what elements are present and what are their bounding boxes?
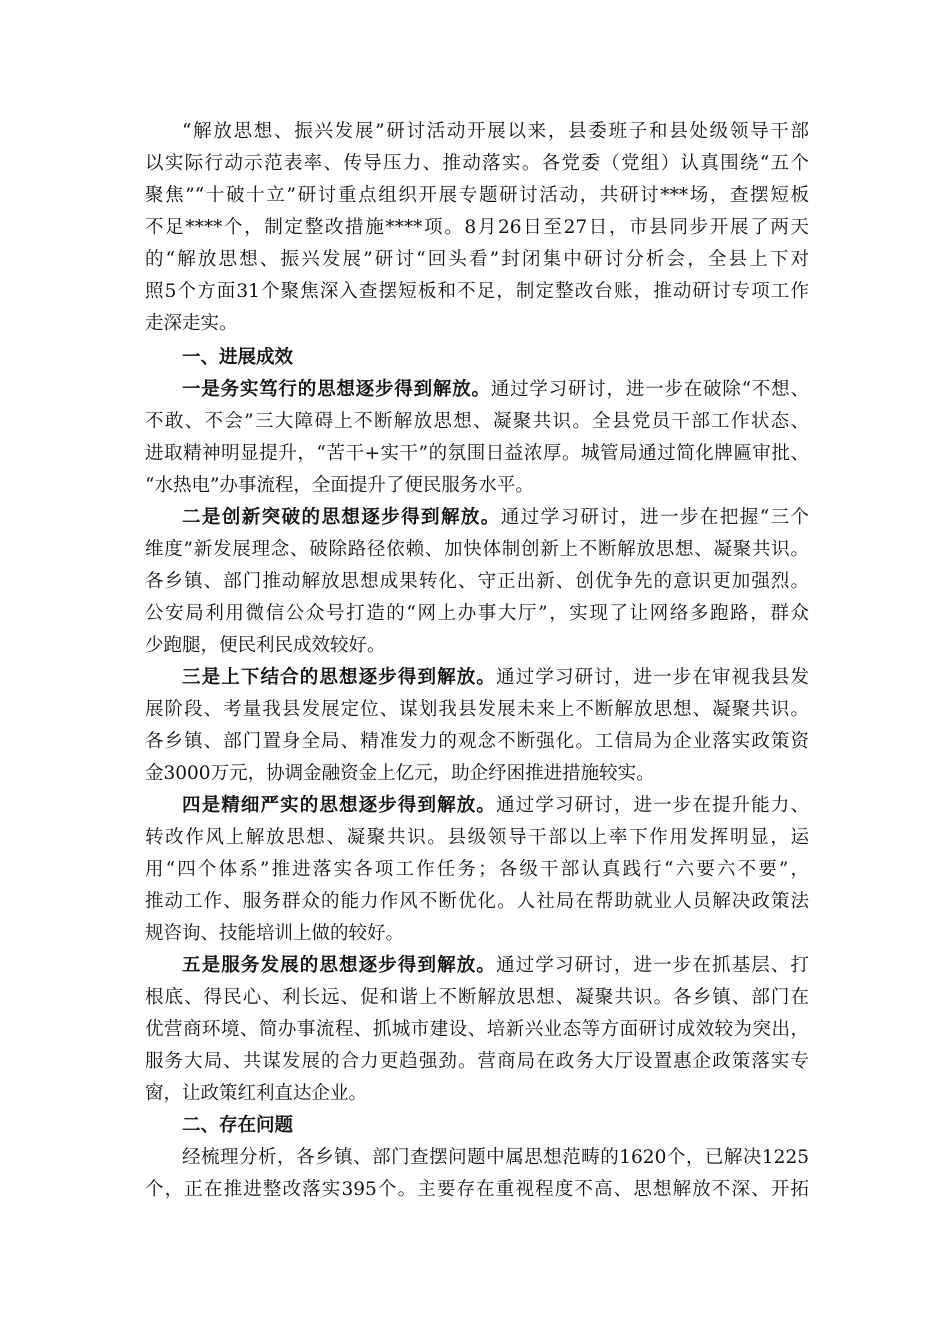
text-line: 的“解放思想、振兴发展”研讨“回头看”封闭集中研讨分析会，全县上下对 — [145, 249, 809, 270]
progress-item-3 — [145, 662, 809, 790]
text-line: 经梳理分析，各乡镇、部门查摆问题中属思想范畴的1620个，已解决1225 — [182, 1147, 809, 1168]
section-heading-problems: 二、存在问题 — [182, 1115, 294, 1136]
item-lead: 四是精细严实的思想逐步得到解放。 — [182, 795, 497, 816]
item-text: 通过学习研讨，进一步在抓基层、打 — [496, 955, 809, 976]
text-line — [145, 374, 809, 406]
item-text: 通过学习研讨，进一步在把握“三个 — [500, 507, 809, 528]
text-line: 以实际行动示范表率、传导压力、推动落实。各党委（党组）认真围绕“五个 — [145, 153, 809, 174]
text-line: 少跑腿，便民利民成效较好。 — [145, 635, 386, 656]
text-line: 各乡镇、部门推动解放思想成果转化、守正出新、创优争先的意识更加强烈。 — [145, 571, 809, 592]
text-line: 不敢、不会”三大障碍上不断解放思想、凝聚共识。全县党员干部工作状态、 — [145, 411, 809, 432]
problems-paragraph — [145, 1142, 809, 1206]
text-line: 展阶段、考量我县发展定位、谋划我县发展未来上不断解放思想、凝聚共识。 — [145, 699, 809, 720]
progress-item-5 — [145, 950, 809, 1110]
text-line: 聚焦”“十破十立”研讨重点组织开展专题研讨活动，共研讨***场，查摆短板 — [145, 185, 809, 206]
item-lead: 二是创新突破的思想逐步得到解放。 — [182, 507, 501, 528]
text-line: 各乡镇、部门置身全局、精准发力的观念不断强化。工信局为企业落实政策资 — [145, 731, 809, 752]
text-line — [145, 662, 809, 694]
item-text: 通过学习研讨，进一步在提升能力、 — [496, 795, 809, 816]
text-line: 照5个方面31个聚焦深入查摆短板和不足，制定整改台账，推动研讨专项工作 — [145, 281, 809, 302]
progress-item-1 — [145, 374, 809, 502]
text-line — [145, 950, 809, 982]
text-line — [145, 790, 809, 822]
text-line: 公安局利用微信公众号打造的“网上办事大厅”，实现了让网络多跑路，群众 — [145, 603, 809, 624]
progress-item-4 — [145, 790, 809, 950]
text-line: 窗，让政策红利直达企业。 — [145, 1083, 368, 1104]
text-line: 金3000万元，协调金融资金上亿元，助企纾困推进措施较实。 — [145, 763, 655, 784]
text-line: 维度”新发展理念、破除路径依赖、加快体制创新上不断解放思想、凝聚共识。 — [145, 539, 809, 560]
document-page — [145, 116, 809, 1206]
text-line: 优营商环境、简办事流程、抓城市建设、培新兴业态等方面研讨成效较为突出， — [145, 1019, 809, 1040]
text-line: 推动工作、服务群众的能力作风不断优化。人社局在帮助就业人员解决政策法 — [145, 891, 809, 912]
section-heading-progress: 一、进展成效 — [182, 347, 294, 368]
item-lead: 三是上下结合的思想逐步得到解放。 — [182, 667, 497, 688]
item-text: 通过学习研讨，进一步在审视我县发 — [496, 667, 809, 688]
text-line: 不足****个，制定整改措施****项。8月26日至27日，市县同步开展了两天 — [145, 217, 809, 238]
text-line: “解放思想、振兴发展”研讨活动开展以来，县委班子和县处级领导干部 — [182, 121, 809, 142]
text-line — [145, 502, 809, 534]
text-line: 用“四个体系”推进落实各项工作任务；各级干部认真践行“六要六不要”， — [145, 859, 809, 880]
item-lead: 一是务实笃行的思想逐步得到解放。 — [182, 379, 491, 400]
text-line: 转改作风上解放思想、凝聚共识。县级领导干部以上率下作用发挥明显，运 — [145, 827, 809, 848]
text-line: 进取精神明显提升，“苦干+实干”的氛围日益浓厚。城管局通过简化牌匾审批、 — [145, 443, 809, 464]
text-line: “水热电”办事流程，全面提升了便民服务水平。 — [145, 475, 534, 496]
item-lead: 五是服务发展的思想逐步得到解放。 — [182, 955, 497, 976]
text-line: 规咨询、技能培训上做的较好。 — [145, 923, 405, 944]
text-line: 根底、得民心、利长远、促和谐上不断解放思想、凝聚共识。各乡镇、部门在 — [145, 987, 809, 1008]
item-text: 通过学习研讨，进一步在破除“不想、 — [490, 379, 809, 400]
text-line: 走深走实。 — [145, 313, 238, 334]
text-line: 个，正在推进整改落实395个。主要存在重视程度不高、思想解放不深、开拓 — [145, 1179, 809, 1200]
text-line: 服务大局、共谋发展的合力更趋强劲。营商局在政务大厅设置惠企政策落实专 — [145, 1051, 809, 1072]
progress-item-2 — [145, 502, 809, 662]
intro-paragraph — [145, 116, 809, 340]
